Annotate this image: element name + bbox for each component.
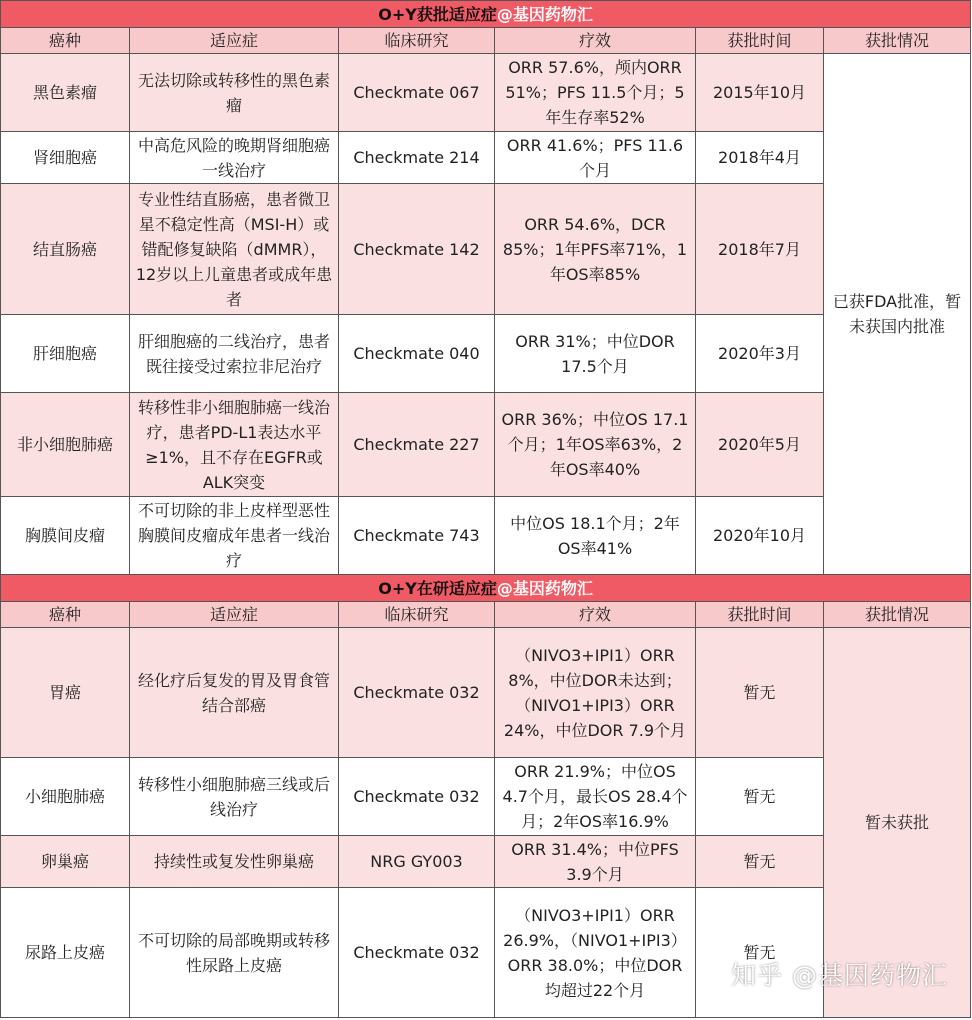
cancer-cell: 尿路上皮癌 — [1, 888, 130, 1018]
indication-cell: 专业性结直肠癌，患者微卫星不稳定性高（MSI-H）或错配修复缺陷（dMMR），12岁以上儿童患者或成年患者 — [130, 184, 339, 315]
research-section-title-row — [1, 575, 971, 602]
indication-cell: 经化疗后复发的胃及胃食管结合部癌 — [130, 628, 339, 758]
research-header-row — [1, 602, 971, 628]
efficacy-cell: ORR 41.6%；PFS 11.6个月 — [495, 132, 696, 184]
header-cancer: 癌种 — [1, 602, 130, 628]
header-efficacy: 疗效 — [495, 602, 696, 628]
efficacy-cell: （NIVO3+IPI1）ORR 8%，中位DOR未达到；（NIVO1+IPI3）ORR 24%，中位DOR 7.9个月 — [495, 628, 696, 758]
cancer-cell: 黑色素瘤 — [1, 54, 130, 132]
trial-cell: Checkmate 032 — [339, 628, 495, 758]
trial-cell: Checkmate 032 — [339, 758, 495, 836]
cancer-cell: 肝细胞癌 — [1, 315, 130, 393]
trial-cell: NRG GY003 — [339, 836, 495, 888]
date-cell: 暂无 — [696, 628, 824, 758]
table-row — [1, 54, 971, 132]
trial-cell: Checkmate 214 — [339, 132, 495, 184]
header-date: 获批时间 — [696, 28, 824, 54]
header-status: 获批情况 — [824, 28, 971, 54]
cancer-cell: 结直肠癌 — [1, 184, 130, 315]
header-efficacy: 疗效 — [495, 28, 696, 54]
indication-cell: 肝细胞癌的二线治疗，患者既往接受过索拉非尼治疗 — [130, 315, 339, 393]
efficacy-cell: （NIVO3+IPI1）ORR 26.9%，（NIVO1+IPI3）ORR 38.0%；中位DOR均超过22个月 — [495, 888, 696, 1018]
indication-cell: 转移性非小细胞肺癌一线治疗，患者PD-L1表达水平≥1%，且不存在EGFR或ALK突变 — [130, 393, 339, 497]
cancer-cell: 胃癌 — [1, 628, 130, 758]
efficacy-cell: ORR 31%；中位DOR 17.5个月 — [495, 315, 696, 393]
research-status-cell: 暂未获批 — [824, 628, 971, 1018]
indication-cell: 无法切除或转移性的黑色素瘤 — [130, 54, 339, 132]
approved-status-cell: 已获FDA批准，暂未获国内批准 — [824, 54, 971, 575]
date-cell: 2020年10月 — [696, 497, 824, 575]
approved-header-row — [1, 28, 971, 54]
trial-cell: Checkmate 227 — [339, 393, 495, 497]
header-status: 获批情况 — [824, 602, 971, 628]
cancer-cell: 肾细胞癌 — [1, 132, 130, 184]
trial-cell: Checkmate 067 — [339, 54, 495, 132]
date-cell: 2018年7月 — [696, 184, 824, 315]
table-row — [1, 628, 971, 758]
date-cell: 暂无 — [696, 836, 824, 888]
date-cell: 暂无 — [696, 888, 824, 1018]
date-cell: 暂无 — [696, 758, 824, 836]
indication-cell: 持续性或复发性卵巢癌 — [130, 836, 339, 888]
approved-title-prefix: O+Y获批适应症 — [378, 4, 497, 24]
header-trial: 临床研究 — [339, 602, 495, 628]
header-trial: 临床研究 — [339, 28, 495, 54]
indication-cell: 不可切除的非上皮样型恶性胸膜间皮瘤成年患者一线治疗 — [130, 497, 339, 575]
approved-section-title-row — [1, 1, 971, 28]
efficacy-cell: ORR 54.6%，DCR 85%；1年PFS率71%，1年OS率85% — [495, 184, 696, 315]
indication-cell: 中高危风险的晚期肾细胞癌一线治疗 — [130, 132, 339, 184]
indication-cell: 转移性小细胞肺癌三线或后线治疗 — [130, 758, 339, 836]
efficacy-cell: ORR 21.9%；中位OS 4.7个月，最长OS 28.4个月；2年OS率16.9% — [495, 758, 696, 836]
cancer-cell: 胸膜间皮瘤 — [1, 497, 130, 575]
research-title-brand: @基因药物汇 — [496, 578, 593, 598]
cancer-cell: 卵巢癌 — [1, 836, 130, 888]
efficacy-cell: ORR 57.6%，颅内ORR 51%；PFS 11.5个月；5年生存率52% — [495, 54, 696, 132]
cancer-cell: 小细胞肺癌 — [1, 758, 130, 836]
header-cancer: 癌种 — [1, 28, 130, 54]
header-indication: 适应症 — [130, 602, 339, 628]
trial-cell: Checkmate 142 — [339, 184, 495, 315]
efficacy-cell: ORR 31.4%；中位PFS 3.9个月 — [495, 836, 696, 888]
approved-section-title — [1, 1, 971, 28]
indication-cell: 不可切除的局部晚期或转移性尿路上皮癌 — [130, 888, 339, 1018]
date-cell: 2015年10月 — [696, 54, 824, 132]
research-section-title — [1, 575, 971, 602]
date-cell: 2018年4月 — [696, 132, 824, 184]
zhihu-watermark: 知乎 @基因药物汇 — [731, 961, 948, 990]
date-cell: 2020年5月 — [696, 393, 824, 497]
trial-cell: Checkmate 040 — [339, 315, 495, 393]
efficacy-cell: ORR 36%；中位OS 17.1个月；1年OS率63%，2年OS率40% — [495, 393, 696, 497]
trial-cell: Checkmate 032 — [339, 888, 495, 1018]
date-cell: 2020年3月 — [696, 315, 824, 393]
approved-title-brand: @基因药物汇 — [496, 4, 593, 24]
header-indication: 适应症 — [130, 28, 339, 54]
research-title-prefix: O+Y在研适应症 — [378, 578, 497, 598]
efficacy-cell: 中位OS 18.1个月；2年OS率41% — [495, 497, 696, 575]
trial-cell: Checkmate 743 — [339, 497, 495, 575]
header-date: 获批时间 — [696, 602, 824, 628]
cancer-cell: 非小细胞肺癌 — [1, 393, 130, 497]
